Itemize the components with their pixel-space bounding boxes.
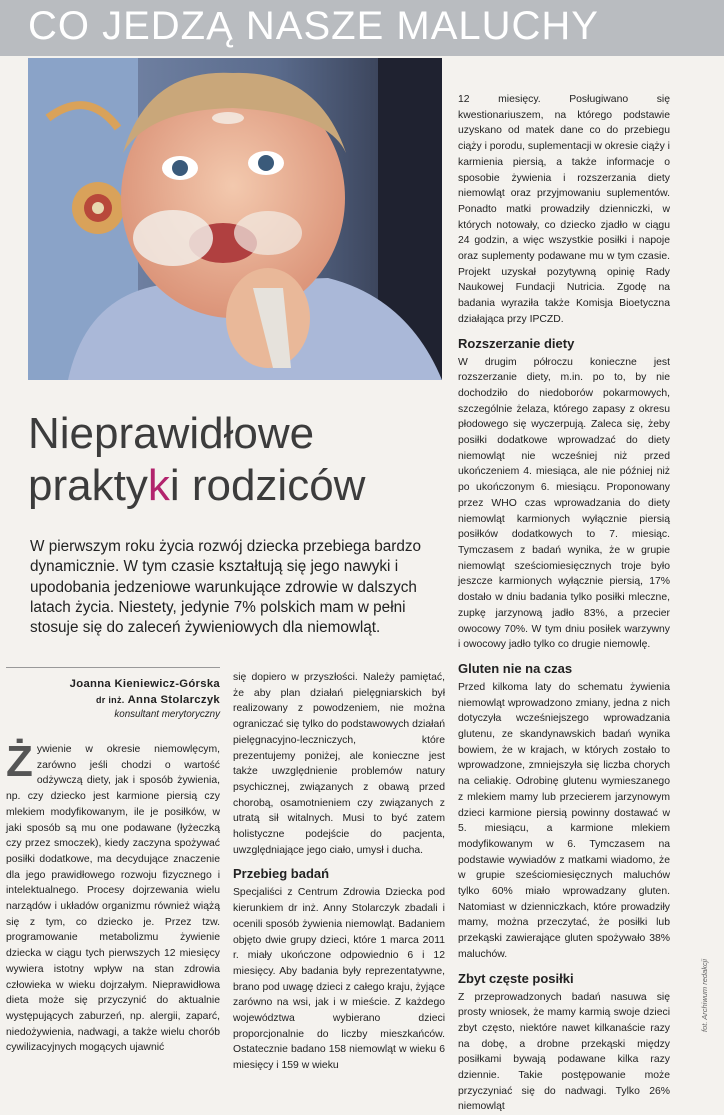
col1-text: ywienie w okresie niemowlęcym, zarówno jeśli chodzi o wartość odżywczą diety, jak i sposób żywienia, np. czy dziecko jest karmione piersią czy mlekiem modyfikowanym, ile je posiłków, w jaki sposób są mu one podawane (łyżeczką czy przez smoczek), kiedy zaczyna spożywać posiłki dodatkowe, ma decydujące znaczenie dla jego prawidłowego rozwoju fizycznego i intelektualnego. Procesy dojrzewania wielu narządów i układów organizmu również wiążą się z tym, co dziecko je. Przez tzw. programowanie metabolizmu żywienie dziecka w ciągu tych pierwszych 12 miesięcy wywiera istotny wpływ na stan zdrowia człowieka w wieku dojrzałym. Nieprawidłowa dieta może się przyczynić do aktualnie występujących zaburzeń, np. alergii, zaparć, niedożywienia, nadwagi, a także wielu chorób cywilizacyjnych mogących ujawnić [6,744,220,1054]
author-block [6,667,220,722]
heading-przebieg-badan: Przebieg badań [233,866,330,882]
drop-cap: Ż [6,737,33,786]
article-title-part-b: i rodziców [169,461,366,510]
col3-paragraph-2: W drugim półroczu konieczne jest rozszerzanie diety, m.in. po to, by nie dochodziło do niedoborów pokarmowych, szczególnie żelaza, którego zapasy z okresu płodowego się wyczerpują. Zaleca się, żeby posiłki dodatkowe wprowadzać do diety niemowląt nie wcześniej niż przed ukończeniem 4. miesiąca, ale nie później niż po ukończonym 6. miesiącu. Proponowany przez WHO czas wprowadzania do diety niemowląt karmionych wyłącznie piersią posiłków dodatkowych to 7. miesiąc. Tymczasem z badań wynika, że w grupie niemowląt sześciomiesięcznych troje było jeszcze karmionych wyłącznie piersią, 17% dostało w dniu badania tylko posiłki mleczne, zupkę jarzynową jadło 83%, a przecier owocowy 70%. W tym dniu posiłek warzywny i owocowy jadło tylko co drugie niemowlę. [458,356,670,651]
col3-paragraph-1: 12 miesięcy. Posługiwano się kwestionariuszem, na którego podstawie uzyskano od matek dane co do przebiegu ciąży i porodu, suplementacji w okresie ciąży i karmienia piersią, a także informacje o sposobie żywienia i rozszerzania diety niemowląt oraz przyjmowaniu suplementów. Ponadto matki prowadziły dzienniczki, w których notowały, co dziecko zjadło w ciągu 24 godzin, a więc wszystkie posiłki i napoje oraz suplementy podawane mu w tym czasie. Projekt uzyskał pozytywną opinię Rady Naukowej Fundacji Nutricia. Zgodę na badania wyraziła także Komisja Bioetyczna działająca przy IPCZD. [458,94,670,325]
photo-credit: fot. Archiwum redakcji [700,958,709,1032]
col2-paragraph-2: Specjaliści z Centrum Zdrowia Dziecka pod kierunkiem dr inż. Anny Stolarczyk zbadali i ocenili sposób żywienia niemowląt. Badaniem objęto dwie grupy dzieci, które 1 marca 2011 r. miały ukończone odpowiednio 6 i 12 miesięcy. Aby badania były reprezentatywne, brano pod uwagę dzieci z całego kraju, żyjące zarówno na wsi, jak i w mieście. Z każdego województwa wybierano dzieci proporcjonalnie do liczby mieszkańców. Ostatecznie badano 158 niemowląt w wieku 6 miesięcy i 159 w wieku [233,887,445,1072]
column-3 [458,92,670,1115]
article-title-line-1: Nieprawidłowe [28,409,315,458]
author-2-role: konsultant merytoryczny [114,709,220,720]
article-lead: W pierwszym roku życia rozwój dziecka przebiega bardzo dynamicznie. W tym czasie kształtują się jego nawyki i upodobania jedzeniowe warunkujące zdrowie w dalszych latach życia. Niestety, jedynie 7% polskich mam w pełni stosuje się do zaleceń żywieniowych dla niemowląt. [30,538,422,637]
heading-rozszerzanie-diety: Rozszerzanie diety [458,335,575,351]
col3-paragraph-3: Przed kilkoma laty do schematu żywienia niemowląt wprowadzono zmiany, jedna z nich dotyczyła wcześniejszego wprowadzania glutenu, ze skandynawskich badań wynika bowiem, że w krajach, w których zostało to wprowadzone, zmniejszyła się liczba chorych na celiakię. Odrobinę glutenu wymieszanego z mlekiem mamy lub przecierem jarzynowym dzieci karmione piersią powinny dostawać w 5. miesiącu, a karmione mlekiem modyfikowanym w 6. Tymczasem na podstawie wywiadów z matkami wiadomo, że w grupie sześciomiesięcznych maluchów tylko 60% miało wprowadzany gluten. Natomiast w dzienniczkach, które prowadziły mamy, można przeczytać, że posiłki lub przekąski zawierające gluten spożywało 38% maluchów. [458,681,670,960]
section-header-bar [0,0,724,56]
col3-paragraph-4: Z przeprowadzonych badań nasuwa się prosty wniosek, że mamy karmią swoje dzieci zbyt często, niektóre nawet kilkanaście razy na dobę, a drobne przekąski między posiłkami bywają podawane kilka razy dziennie. Takie postępowanie może przyczyniać się do nadwagi. Tylko 26% niemowląt [458,991,670,1113]
author-2-name: Anna Stolarczyk [127,694,220,706]
section-header-title: CO JEDZĄ NASZE MALUCHY [28,4,599,48]
column-1 [6,737,220,1056]
author-1: Joanna Kieniewicz-Górska [69,678,220,690]
heading-gluten-nie-na-czas: Gluten nie na czas [458,660,573,676]
article-title-part-a: prakty [28,461,148,510]
heading-zbyt-czeste-posilki: Zbyt częste posiłki [458,970,574,986]
col2-paragraph-1: się dopiero w przyszłości. Należy pamiętać, że aby plan działań pielęgniarskich był realizowany z powodzeniem, nie można ograniczać się tylko do podstawowych działań pielęgnacyjno-leczniczych, które prezentujemy poniżej, ale konieczne jest także uwzględnienie problemów natury psychicznej, związanych z obawą przed chorobą, osamotnieniem czy związanych z utratą sił witalnych. Musi to być zatem holistyczne podejście do pacjenta, uwzględniające jego ciało, umysł i ducha. [233,672,445,856]
article-title-highlight: k [147,461,170,510]
col1-paragraph [6,737,220,1056]
article-title-line-2 [28,460,448,512]
article-photo-child-eating [28,58,442,380]
author-2 [6,692,220,708]
column-2 [233,670,445,1074]
author-2-prefix: dr inż. [95,695,125,705]
article-title [28,408,448,512]
